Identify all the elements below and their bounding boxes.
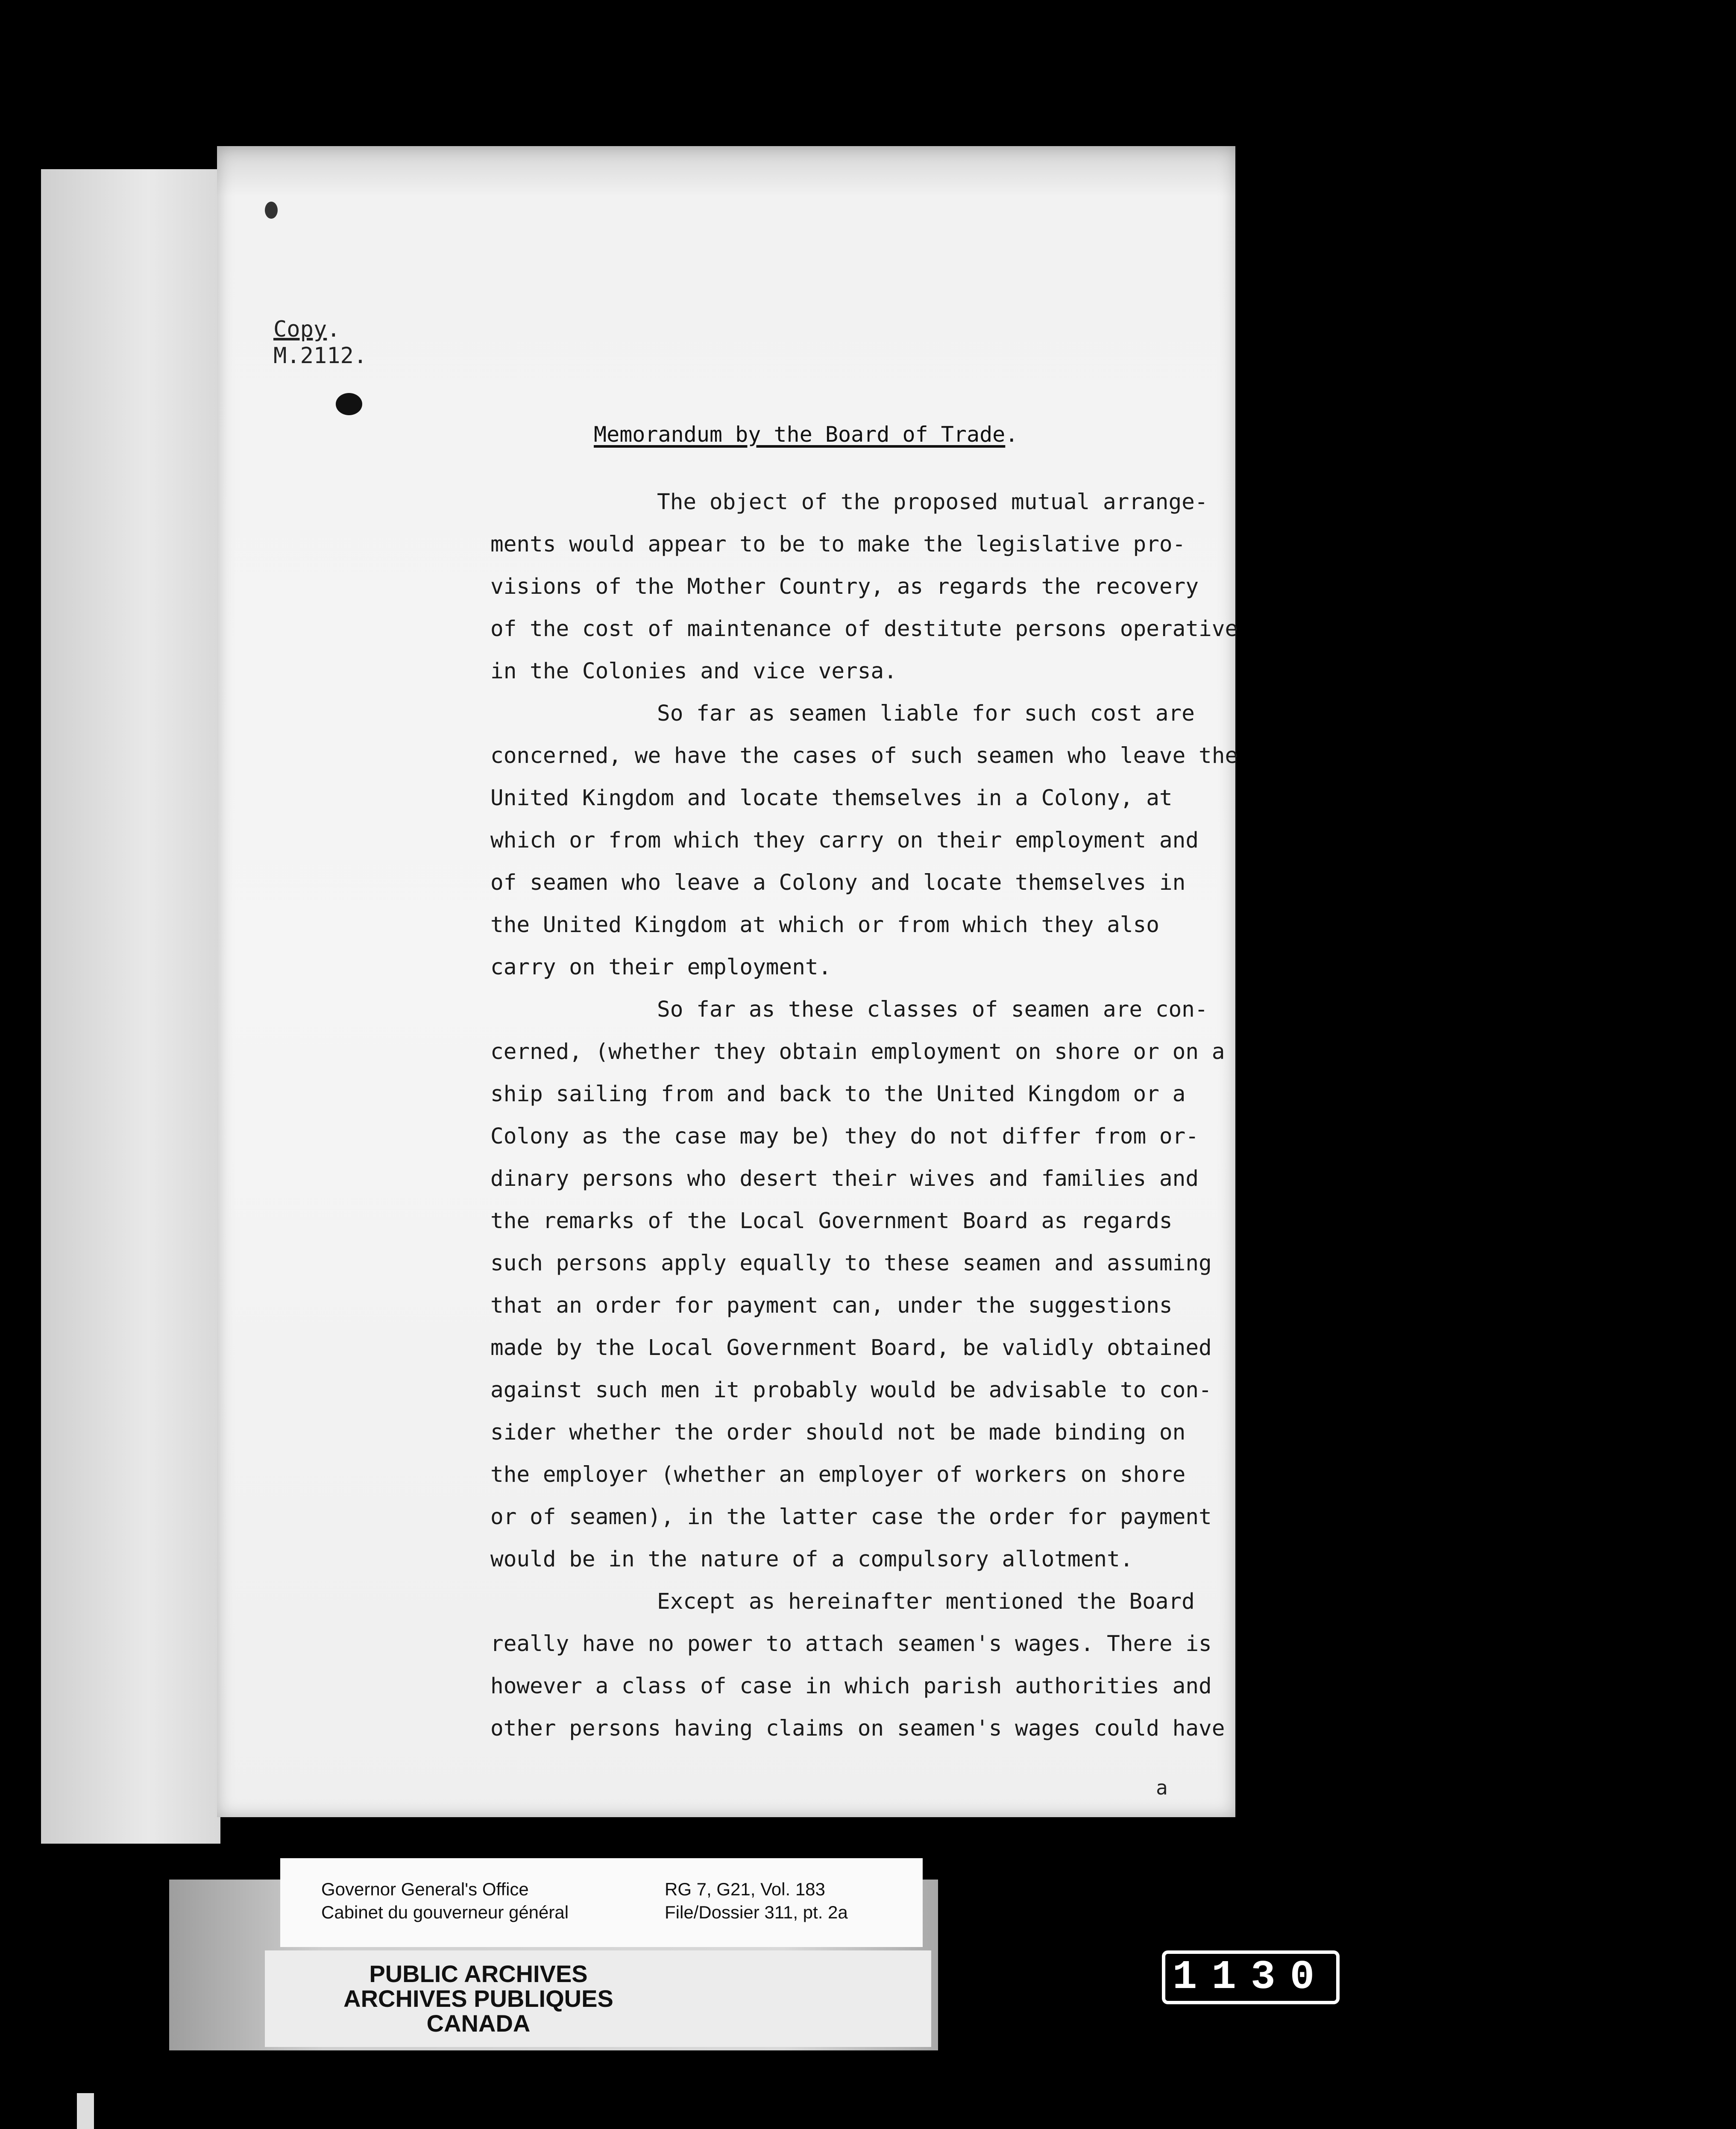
film-corner-mark xyxy=(77,2093,94,2129)
memo-title xyxy=(594,422,1018,447)
memo-line: really have no power to attach seamen's wages. There is xyxy=(490,1631,1212,1657)
memo-line: would be in the nature of a compulsory allotment. xyxy=(490,1547,1133,1572)
memo-line: other persons having claims on seamen's wages could have xyxy=(490,1716,1225,1741)
punch-hole xyxy=(336,393,362,415)
memo-line: So far as seamen liable for such cost are xyxy=(657,701,1195,726)
archive-stamp-line-2: ARCHIVES PUBLIQUES xyxy=(343,1985,613,2012)
memo-line: concerned, we have the cases of such seamen who leave the xyxy=(490,743,1238,768)
memo-line: however a class of case in which parish authorities and xyxy=(490,1674,1212,1699)
memo-title-text: Memorandum by the Board of Trade xyxy=(594,422,1006,447)
copy-header xyxy=(273,316,367,369)
memo-line: of seamen who leave a Colony and locate themselves in xyxy=(490,870,1186,895)
archive-stamp-line-1: PUBLIC ARCHIVES xyxy=(369,1960,588,1987)
memo-line: or of seamen), in the latter case the order for payment xyxy=(490,1504,1212,1530)
memo-line: dinary persons who desert their wives and families and xyxy=(490,1166,1199,1191)
memo-line: of the cost of maintenance of destitute persons operative xyxy=(490,616,1238,642)
reference-number: M.2112. xyxy=(273,343,367,369)
memo-line: ments would appear to be to make the legislative pro- xyxy=(490,532,1186,557)
memo-line: visions of the Mother Country, as regards the recovery xyxy=(490,574,1199,599)
memo-line: sider whether the order should not be made binding on xyxy=(490,1420,1186,1445)
memo-line: cerned, (whether they obtain employment on shore or on a xyxy=(490,1039,1225,1064)
office-label xyxy=(321,1878,569,1924)
memo-line: which or from which they carry on their employment and xyxy=(490,828,1199,853)
memo-line: the employer (whether an employer of workers on shore xyxy=(490,1462,1186,1487)
memo-line: against such men it probably would be advisable to con- xyxy=(490,1378,1212,1403)
copy-period: . xyxy=(327,317,340,342)
archive-stamp-text xyxy=(265,1962,692,2036)
reference-label xyxy=(665,1878,848,1924)
memo-line: carry on their employment. xyxy=(490,955,832,980)
memo-line: ship sailing from and back to the United Kingdom or a xyxy=(490,1082,1186,1107)
catchword: a xyxy=(1156,1776,1168,1799)
frame-number: 1130 xyxy=(1162,1950,1340,2004)
ink-smudge xyxy=(265,202,278,219)
public-archives-stamp xyxy=(265,1950,931,2047)
memo-line: such persons apply equally to these seamen and assuming xyxy=(490,1251,1212,1276)
reference-line-1: RG 7, G21, Vol. 183 xyxy=(665,1879,825,1899)
archive-stamp-line-3: CANADA xyxy=(426,2010,531,2037)
memo-line: in the Colonies and vice versa. xyxy=(490,659,897,684)
reference-line-2: File/Dossier 311, pt. 2a xyxy=(665,1902,848,1922)
memo-line: that an order for payment can, under the suggestions xyxy=(490,1293,1173,1318)
memo-line: So far as these classes of seamen are con- xyxy=(657,997,1208,1022)
office-fr: Cabinet du gouverneur général xyxy=(321,1902,569,1922)
archive-label-card xyxy=(280,1858,923,1947)
memo-line: United Kingdom and locate themselves in a Colony, at xyxy=(490,786,1173,811)
memo-line: made by the Local Government Board, be validly obtained xyxy=(490,1335,1212,1361)
previous-page-edge xyxy=(41,169,220,1844)
memo-line: Colony as the case may be) they do not differ from or- xyxy=(490,1124,1199,1149)
memo-line: The object of the proposed mutual arrange- xyxy=(657,490,1208,515)
office-en: Governor General's Office xyxy=(321,1879,529,1899)
copy-label: Copy xyxy=(273,317,327,342)
memo-title-period: . xyxy=(1005,422,1018,447)
memo-line: the United Kingdom at which or from which they also xyxy=(490,912,1159,938)
memo-line: the remarks of the Local Government Board as regards xyxy=(490,1208,1173,1234)
memo-line: Except as hereinafter mentioned the Board xyxy=(657,1589,1195,1614)
memo-body xyxy=(490,481,1238,1750)
